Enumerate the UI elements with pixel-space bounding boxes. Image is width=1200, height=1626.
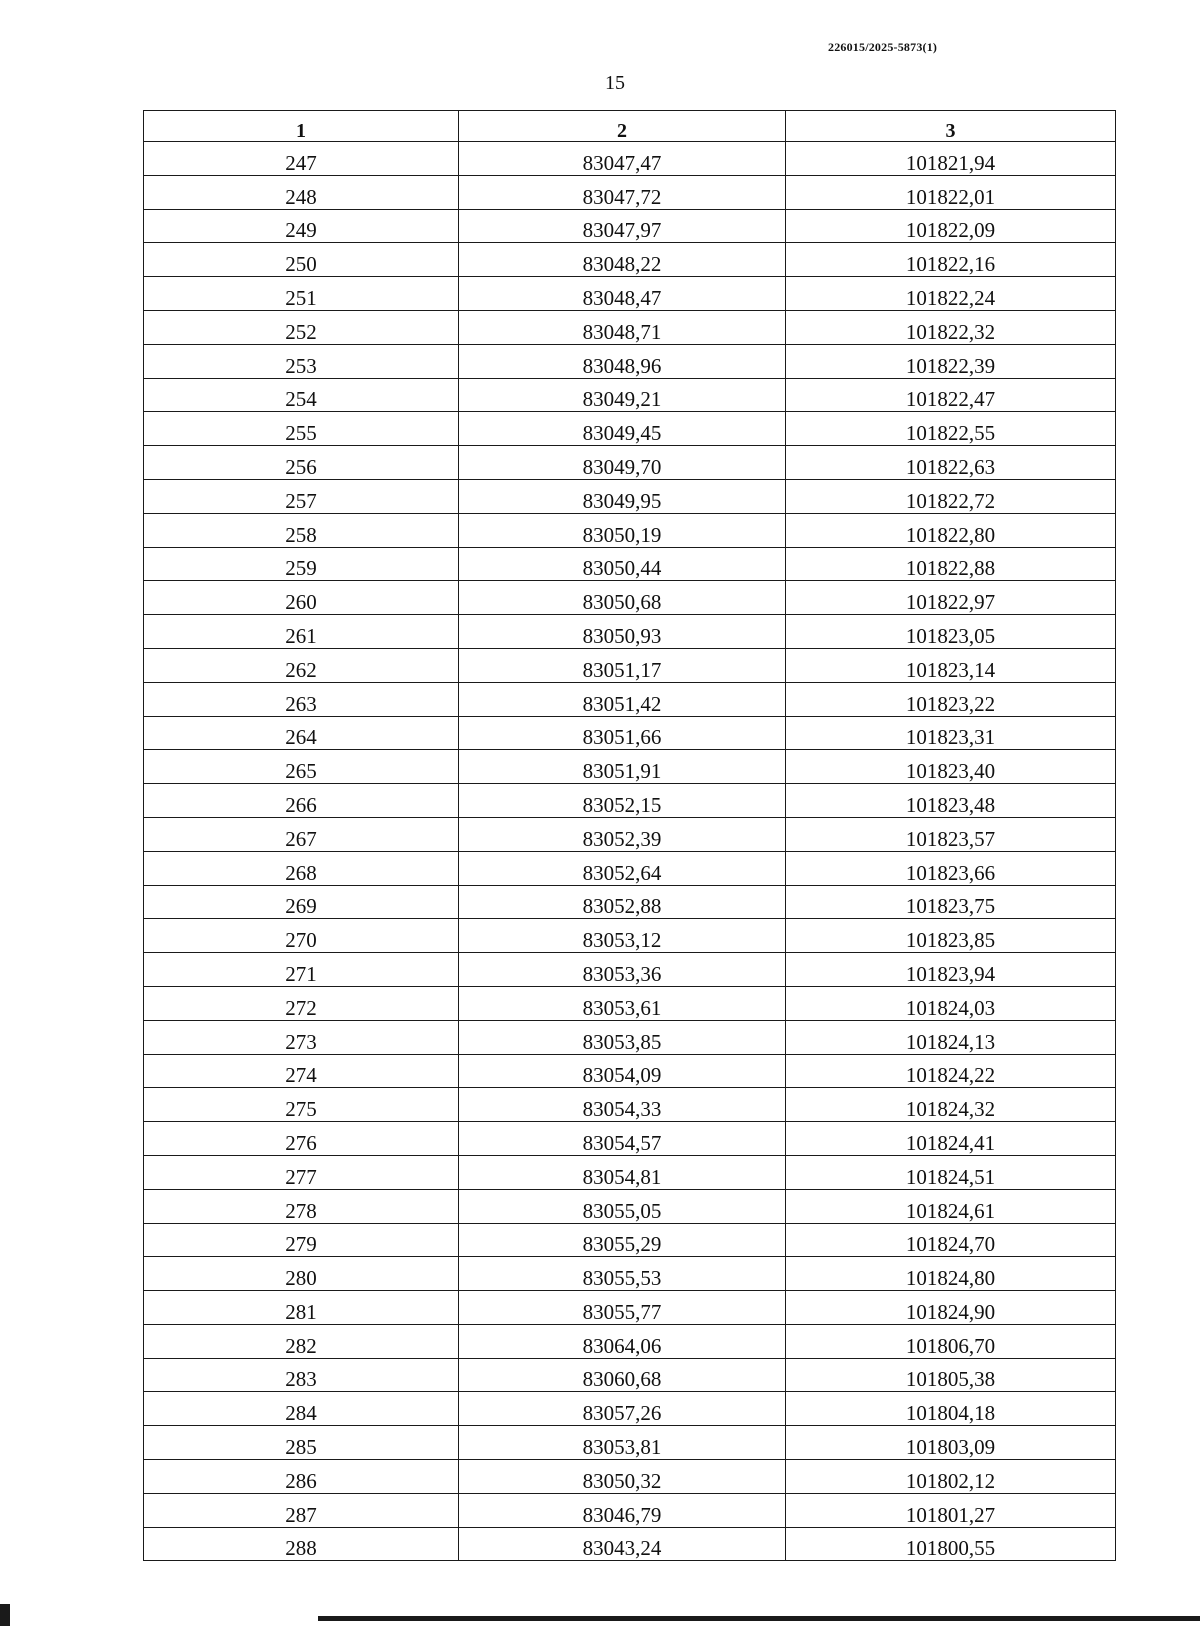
y-coordinate-cell: 101824,22 <box>786 1054 1116 1088</box>
table-row <box>144 851 1116 885</box>
table-row <box>144 1460 1116 1494</box>
table-row <box>144 513 1116 547</box>
table-row <box>144 615 1116 649</box>
table-row <box>144 1054 1116 1088</box>
table-row <box>144 1527 1116 1561</box>
x-coordinate-cell: 83055,77 <box>459 1291 786 1325</box>
table-row <box>144 750 1116 784</box>
coordinates-table <box>143 110 1116 1561</box>
table-row <box>144 682 1116 716</box>
y-coordinate-cell: 101802,12 <box>786 1460 1116 1494</box>
table-row <box>144 479 1116 513</box>
column-header: 3 <box>786 111 1116 142</box>
table-header <box>144 111 1116 142</box>
table-row <box>144 243 1116 277</box>
point-number-cell: 282 <box>144 1324 459 1358</box>
x-coordinate-cell: 83046,79 <box>459 1493 786 1527</box>
table-row <box>144 1223 1116 1257</box>
table-row <box>144 1020 1116 1054</box>
point-number-cell: 250 <box>144 243 459 277</box>
y-coordinate-cell: 101821,94 <box>786 142 1116 176</box>
table-row <box>144 1088 1116 1122</box>
table-row <box>144 817 1116 851</box>
y-coordinate-cell: 101822,39 <box>786 344 1116 378</box>
x-coordinate-cell: 83051,66 <box>459 716 786 750</box>
y-coordinate-cell: 101800,55 <box>786 1527 1116 1561</box>
table-row <box>144 1493 1116 1527</box>
x-coordinate-cell: 83051,42 <box>459 682 786 716</box>
point-number-cell: 263 <box>144 682 459 716</box>
x-coordinate-cell: 83060,68 <box>459 1358 786 1392</box>
y-coordinate-cell: 101806,70 <box>786 1324 1116 1358</box>
y-coordinate-cell: 101822,55 <box>786 412 1116 446</box>
point-number-cell: 268 <box>144 851 459 885</box>
y-coordinate-cell: 101823,94 <box>786 953 1116 987</box>
column-header: 2 <box>459 111 786 142</box>
y-coordinate-cell: 101824,61 <box>786 1189 1116 1223</box>
point-number-cell: 249 <box>144 209 459 243</box>
table-row <box>144 919 1116 953</box>
x-coordinate-cell: 83055,29 <box>459 1223 786 1257</box>
table-row <box>144 1155 1116 1189</box>
point-number-cell: 279 <box>144 1223 459 1257</box>
x-coordinate-cell: 83047,97 <box>459 209 786 243</box>
point-number-cell: 270 <box>144 919 459 953</box>
y-coordinate-cell: 101805,38 <box>786 1358 1116 1392</box>
point-number-cell: 261 <box>144 615 459 649</box>
table-row <box>144 581 1116 615</box>
point-number-cell: 257 <box>144 479 459 513</box>
x-coordinate-cell: 83053,36 <box>459 953 786 987</box>
x-coordinate-cell: 83049,95 <box>459 479 786 513</box>
x-coordinate-cell: 83048,71 <box>459 310 786 344</box>
table-row <box>144 446 1116 480</box>
x-coordinate-cell: 83051,91 <box>459 750 786 784</box>
table-row <box>144 1426 1116 1460</box>
x-coordinate-cell: 83050,32 <box>459 1460 786 1494</box>
table-row <box>144 142 1116 176</box>
table-row <box>144 1291 1116 1325</box>
y-coordinate-cell: 101822,16 <box>786 243 1116 277</box>
y-coordinate-cell: 101822,63 <box>786 446 1116 480</box>
point-number-cell: 252 <box>144 310 459 344</box>
table-row <box>144 1324 1116 1358</box>
point-number-cell: 272 <box>144 986 459 1020</box>
x-coordinate-cell: 83054,81 <box>459 1155 786 1189</box>
table-row <box>144 547 1116 581</box>
y-coordinate-cell: 101823,05 <box>786 615 1116 649</box>
y-coordinate-cell: 101823,75 <box>786 885 1116 919</box>
y-coordinate-cell: 101824,32 <box>786 1088 1116 1122</box>
point-number-cell: 248 <box>144 175 459 209</box>
y-coordinate-cell: 101824,13 <box>786 1020 1116 1054</box>
y-coordinate-cell: 101822,24 <box>786 277 1116 311</box>
y-coordinate-cell: 101824,90 <box>786 1291 1116 1325</box>
y-coordinate-cell: 101823,22 <box>786 682 1116 716</box>
x-coordinate-cell: 83048,96 <box>459 344 786 378</box>
y-coordinate-cell: 101822,88 <box>786 547 1116 581</box>
x-coordinate-cell: 83055,05 <box>459 1189 786 1223</box>
y-coordinate-cell: 101822,72 <box>786 479 1116 513</box>
point-number-cell: 259 <box>144 547 459 581</box>
x-coordinate-cell: 83053,85 <box>459 1020 786 1054</box>
table-row <box>144 209 1116 243</box>
point-number-cell: 258 <box>144 513 459 547</box>
x-coordinate-cell: 83052,88 <box>459 885 786 919</box>
point-number-cell: 284 <box>144 1392 459 1426</box>
y-coordinate-cell: 101823,57 <box>786 817 1116 851</box>
x-coordinate-cell: 83054,09 <box>459 1054 786 1088</box>
y-coordinate-cell: 101822,97 <box>786 581 1116 615</box>
x-coordinate-cell: 83053,81 <box>459 1426 786 1460</box>
table-row <box>144 784 1116 818</box>
table-row <box>144 175 1116 209</box>
scan-edge-mark <box>0 1604 10 1626</box>
y-coordinate-cell: 101824,41 <box>786 1122 1116 1156</box>
header-row <box>144 111 1116 142</box>
point-number-cell: 251 <box>144 277 459 311</box>
table-row <box>144 344 1116 378</box>
table-row <box>144 1189 1116 1223</box>
x-coordinate-cell: 83053,61 <box>459 986 786 1020</box>
table-row <box>144 1358 1116 1392</box>
point-number-cell: 280 <box>144 1257 459 1291</box>
y-coordinate-cell: 101824,51 <box>786 1155 1116 1189</box>
point-number-cell: 285 <box>144 1426 459 1460</box>
point-number-cell: 287 <box>144 1493 459 1527</box>
point-number-cell: 265 <box>144 750 459 784</box>
point-number-cell: 266 <box>144 784 459 818</box>
point-number-cell: 253 <box>144 344 459 378</box>
table-row <box>144 277 1116 311</box>
y-coordinate-cell: 101823,14 <box>786 648 1116 682</box>
x-coordinate-cell: 83057,26 <box>459 1392 786 1426</box>
x-coordinate-cell: 83064,06 <box>459 1324 786 1358</box>
point-number-cell: 271 <box>144 953 459 987</box>
table-row <box>144 310 1116 344</box>
x-coordinate-cell: 83047,72 <box>459 175 786 209</box>
x-coordinate-cell: 83052,15 <box>459 784 786 818</box>
scan-edge-line <box>318 1616 1200 1621</box>
y-coordinate-cell: 101822,32 <box>786 310 1116 344</box>
document-id: 226015/2025-5873(1) <box>828 40 938 54</box>
table-row <box>144 953 1116 987</box>
x-coordinate-cell: 83051,17 <box>459 648 786 682</box>
table-row <box>144 648 1116 682</box>
y-coordinate-cell: 101822,80 <box>786 513 1116 547</box>
point-number-cell: 269 <box>144 885 459 919</box>
x-coordinate-cell: 83050,44 <box>459 547 786 581</box>
y-coordinate-cell: 101823,48 <box>786 784 1116 818</box>
x-coordinate-cell: 83050,93 <box>459 615 786 649</box>
table-row <box>144 412 1116 446</box>
x-coordinate-cell: 83049,70 <box>459 446 786 480</box>
point-number-cell: 267 <box>144 817 459 851</box>
y-coordinate-cell: 101824,70 <box>786 1223 1116 1257</box>
x-coordinate-cell: 83054,57 <box>459 1122 786 1156</box>
point-number-cell: 247 <box>144 142 459 176</box>
x-coordinate-cell: 83050,19 <box>459 513 786 547</box>
y-coordinate-cell: 101803,09 <box>786 1426 1116 1460</box>
column-header: 1 <box>144 111 459 142</box>
x-coordinate-cell: 83043,24 <box>459 1527 786 1561</box>
x-coordinate-cell: 83050,68 <box>459 581 786 615</box>
table-row <box>144 1122 1116 1156</box>
point-number-cell: 283 <box>144 1358 459 1392</box>
y-coordinate-cell: 101823,85 <box>786 919 1116 953</box>
table-row <box>144 378 1116 412</box>
x-coordinate-cell: 83052,64 <box>459 851 786 885</box>
point-number-cell: 260 <box>144 581 459 615</box>
x-coordinate-cell: 83048,22 <box>459 243 786 277</box>
y-coordinate-cell: 101824,03 <box>786 986 1116 1020</box>
point-number-cell: 275 <box>144 1088 459 1122</box>
point-number-cell: 255 <box>144 412 459 446</box>
point-number-cell: 286 <box>144 1460 459 1494</box>
x-coordinate-cell: 83048,47 <box>459 277 786 311</box>
point-number-cell: 277 <box>144 1155 459 1189</box>
point-number-cell: 278 <box>144 1189 459 1223</box>
x-coordinate-cell: 83049,45 <box>459 412 786 446</box>
x-coordinate-cell: 83047,47 <box>459 142 786 176</box>
point-number-cell: 276 <box>144 1122 459 1156</box>
x-coordinate-cell: 83055,53 <box>459 1257 786 1291</box>
point-number-cell: 262 <box>144 648 459 682</box>
y-coordinate-cell: 101822,01 <box>786 175 1116 209</box>
x-coordinate-cell: 83049,21 <box>459 378 786 412</box>
table-row <box>144 1392 1116 1426</box>
point-number-cell: 274 <box>144 1054 459 1088</box>
point-number-cell: 288 <box>144 1527 459 1561</box>
table-row <box>144 986 1116 1020</box>
y-coordinate-cell: 101822,09 <box>786 209 1116 243</box>
table-row <box>144 885 1116 919</box>
point-number-cell: 264 <box>144 716 459 750</box>
table-row <box>144 716 1116 750</box>
point-number-cell: 273 <box>144 1020 459 1054</box>
y-coordinate-cell: 101801,27 <box>786 1493 1116 1527</box>
y-coordinate-cell: 101823,40 <box>786 750 1116 784</box>
page-number: 15 <box>605 72 625 94</box>
point-number-cell: 256 <box>144 446 459 480</box>
point-number-cell: 254 <box>144 378 459 412</box>
y-coordinate-cell: 101824,80 <box>786 1257 1116 1291</box>
x-coordinate-cell: 83053,12 <box>459 919 786 953</box>
table-body <box>144 142 1116 1561</box>
table-row <box>144 1257 1116 1291</box>
x-coordinate-cell: 83054,33 <box>459 1088 786 1122</box>
y-coordinate-cell: 101823,31 <box>786 716 1116 750</box>
y-coordinate-cell: 101823,66 <box>786 851 1116 885</box>
point-number-cell: 281 <box>144 1291 459 1325</box>
y-coordinate-cell: 101804,18 <box>786 1392 1116 1426</box>
x-coordinate-cell: 83052,39 <box>459 817 786 851</box>
y-coordinate-cell: 101822,47 <box>786 378 1116 412</box>
